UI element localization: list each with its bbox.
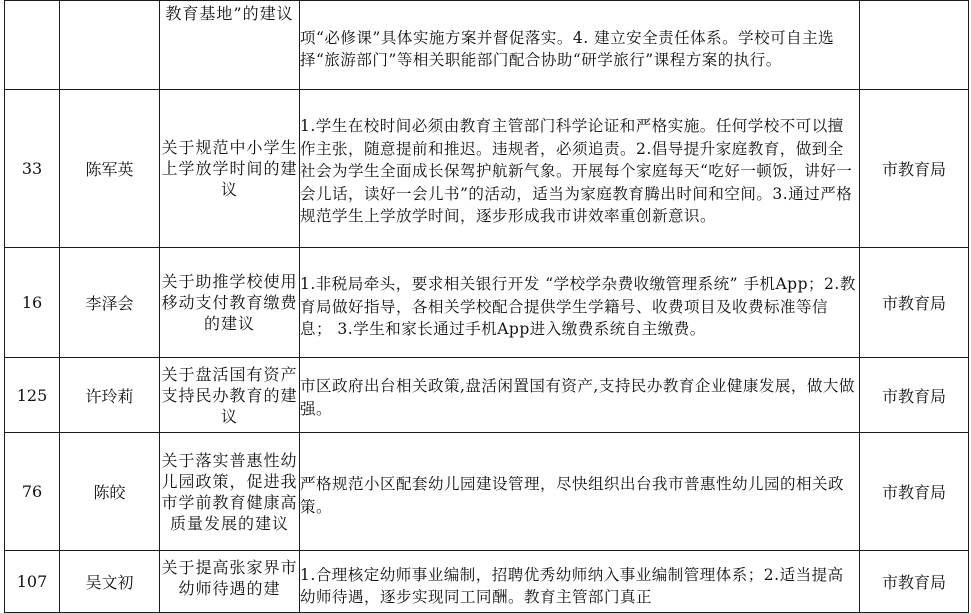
row-number: 107 [5, 551, 60, 613]
handling-department: 市教育局 [860, 433, 969, 551]
proposal-content [300, 551, 860, 613]
handling-department [860, 1, 969, 90]
proposal-content-text: 1.合理核定幼师事业编制，招聘优秀幼师纳入事业编制管理体系；2.适当提高幼师待遇，逐步实现同工同酬。教育主管部门真正 [300, 565, 844, 606]
proposal-content [300, 90, 860, 248]
table-row [5, 248, 969, 358]
proposer-name: 吴文初 [60, 551, 160, 613]
proposal-content-text: 1.学生在校时间必须由教育主管部门科学论证和严格实施。任何学校不可以擅作主张，随意提前和推迟。违规者，必须追责。2.倡导提升家庭教育，做到全社会为学生全面成长保驾护航新气象。开展每个家庭每天“吃好一顿饭，讲好一会儿话，读好一会儿书”的活动，适当为家庭教育腾出时间和空间。3.通过严格规范学生上学放学时间，逐步形成我市讲效率重创新意识。 [300, 117, 853, 226]
row-number: 76 [5, 433, 60, 551]
proposal-content [300, 358, 860, 433]
table-row [5, 90, 969, 248]
row-number: 125 [5, 358, 60, 433]
proposal-title: 关于提高张家界市幼师待遇的建 [160, 551, 300, 613]
proposer-name: 陈皎 [60, 433, 160, 551]
proposal-content-text: 市区政府出台相关政策,盘活闲置国有资产,支持民办教育企业健康发展，做大做强。 [300, 377, 855, 418]
proposal-title: 关于助推学校使用移动支付教育缴费的建议 [160, 248, 300, 358]
proposal-title: 教育基地”的建议 [160, 1, 300, 90]
table-row [5, 358, 969, 433]
row-number [5, 1, 60, 90]
proposal-title: 关于落实普惠性幼儿园政策，促进我市学前教育健康高质量发展的建议 [160, 433, 300, 551]
table-row [5, 1, 969, 90]
proposer-name [60, 1, 160, 90]
proposal-content-text: 严格规范小区配套幼儿园建设管理，尽快组织出台我市普惠性幼儿园的相关政策。 [300, 475, 845, 516]
proposal-content [300, 248, 860, 358]
proposal-table [4, 0, 969, 613]
handling-department: 市教育局 [860, 90, 969, 248]
proposal-content [300, 433, 860, 551]
proposal-content [300, 1, 860, 90]
proposal-title: 关于规范中小学生上学放学时间的建议 [160, 90, 300, 248]
proposer-name: 陈军英 [60, 90, 160, 248]
proposer-name: 许玲莉 [60, 358, 160, 433]
handling-department: 市教育局 [860, 551, 969, 613]
table-row [5, 433, 969, 551]
proposal-content-text: 1.非税局牵头，要求相关银行开发 “学校学杂费收缴管理系统” 手机App；2.教育局做好指导，各相关学校配合提供学生学籍号、收费项目及收费标准等信息； 3.学生和家长通过手机App进入缴费系统自主缴费。 [300, 275, 856, 339]
proposal-content-text: 项“必修课”具体实施方案并督促落实。4. 建立安全责任体系。学校可自主选择“旅游部门”等相关职能部门配合协助“研学旅行”课程方案的执行。 [300, 28, 835, 69]
row-number: 16 [5, 248, 60, 358]
proposal-title: 关于盘活国有资产支持民办教育的建议 [160, 358, 300, 433]
handling-department: 市教育局 [860, 248, 969, 358]
handling-department: 市教育局 [860, 358, 969, 433]
row-number: 33 [5, 90, 60, 248]
proposer-name: 李泽会 [60, 248, 160, 358]
table-row [5, 551, 969, 613]
